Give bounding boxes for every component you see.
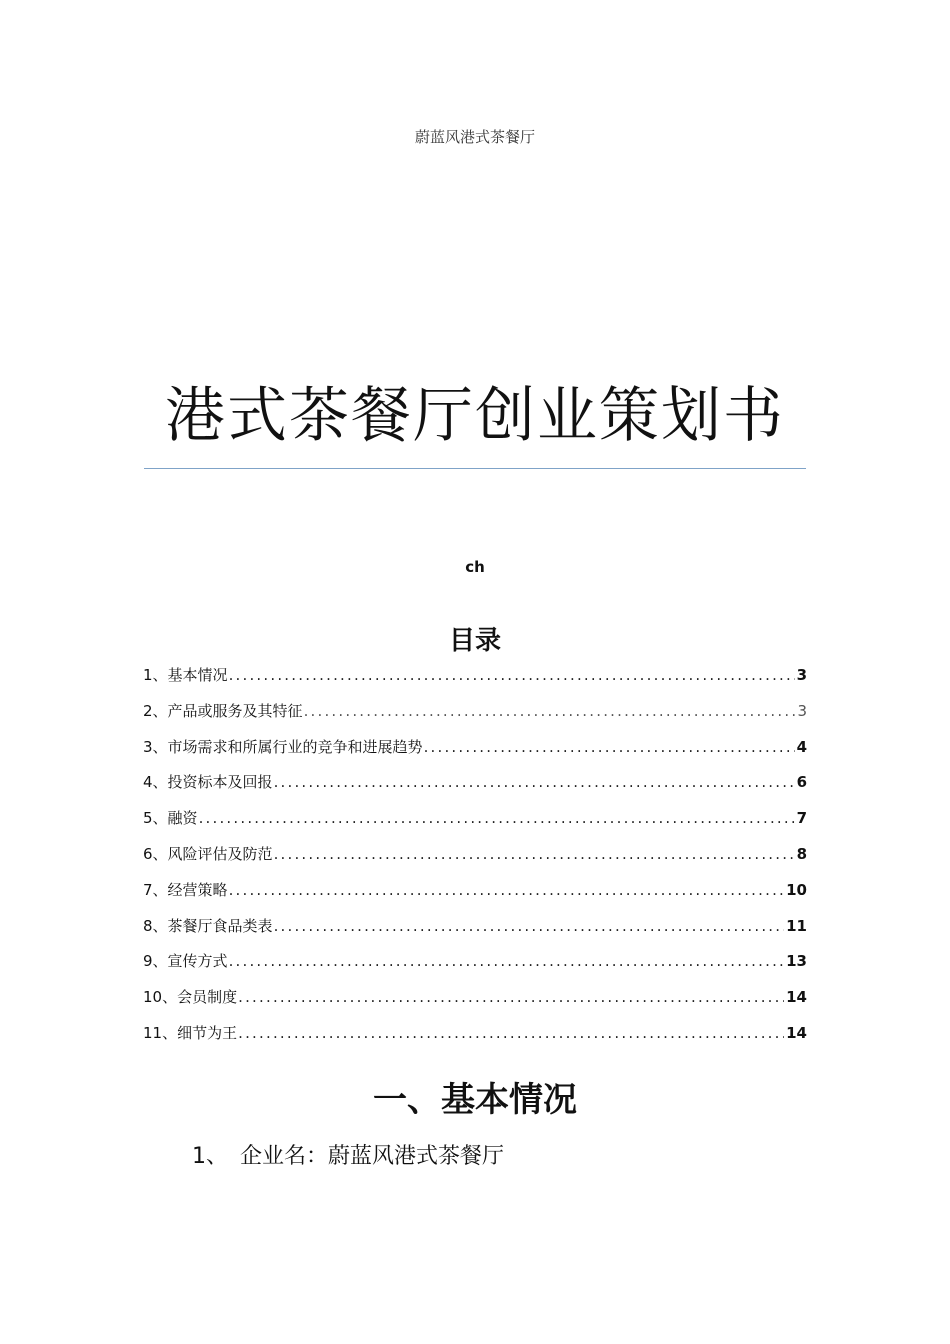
toc-entry[interactable] — [143, 662, 807, 698]
toc-entry-label: 宣传方式 — [167, 952, 228, 971]
toc-leader-dots — [273, 769, 795, 795]
toc-entry-page: 3 — [796, 666, 807, 684]
toc-entry-number: 11、 — [143, 1023, 178, 1042]
page-header: 蔚蓝风港式茶餐厅 — [414, 128, 535, 146]
toc-entry-label: 茶餐厅食品类表 — [167, 916, 273, 935]
toc-entry[interactable] — [143, 734, 807, 770]
toc-leader-dots — [228, 662, 795, 688]
toc-entry-page: 7 — [796, 809, 807, 828]
toc-leader-dots — [228, 877, 785, 903]
toc-entry-number: 4、 — [143, 773, 168, 792]
toc-leader-dots — [303, 698, 796, 724]
toc-entry-number: 8、 — [143, 916, 168, 935]
toc-leader-dots — [423, 734, 795, 760]
toc-entry[interactable] — [143, 698, 807, 734]
section-item — [192, 1139, 504, 1170]
toc-entry-label: 市场需求和所属行业的竞争和进展趋势 — [167, 737, 423, 756]
toc-entry-label: 投资标本及回报 — [167, 773, 273, 792]
toc-entry[interactable] — [143, 769, 807, 805]
toc-entry[interactable] — [143, 984, 807, 1020]
toc-entry[interactable] — [143, 841, 807, 877]
toc-entry[interactable] — [143, 877, 807, 913]
toc-entry-number: 6、 — [143, 844, 168, 863]
toc-entry-number: 5、 — [143, 809, 168, 828]
toc-leader-dots — [273, 841, 795, 867]
toc-entry[interactable] — [143, 948, 807, 984]
section-item-number: 1、 — [192, 1144, 228, 1169]
toc-entry-page: 8 — [796, 844, 807, 863]
document-subtitle: ch — [465, 558, 485, 576]
toc-entry-label: 融资 — [167, 809, 198, 828]
section-item-text: 企业名：蔚蓝风港式茶餐厅 — [240, 1144, 505, 1169]
toc-entry-page: 3 — [797, 701, 807, 720]
toc-entry-label: 风险评估及防范 — [167, 844, 273, 863]
toc-entry-number: 1、 — [143, 666, 168, 684]
toc-entry[interactable] — [143, 1020, 807, 1056]
toc-entry-label: 产品或服务及其特征 — [167, 701, 303, 720]
toc-leader-dots — [237, 984, 784, 1010]
toc-entry-page: 4 — [796, 737, 807, 756]
toc-entry[interactable] — [143, 805, 807, 841]
toc-entry-number: 7、 — [143, 880, 168, 899]
toc-leader-dots — [273, 913, 785, 939]
toc-entry-number: 9、 — [143, 952, 168, 971]
toc-heading: 目录 — [448, 626, 501, 656]
toc-leader-dots — [228, 948, 785, 974]
toc-entry-page: 6 — [796, 773, 807, 792]
toc-entry-page: 11 — [786, 916, 807, 935]
toc-entry-page: 14 — [786, 1023, 807, 1042]
toc-entry-number: 3、 — [143, 737, 168, 756]
document-title: 港式茶餐厅创业策划书 — [165, 381, 785, 451]
toc-entry-label: 会员制度 — [177, 988, 238, 1007]
toc-entry-label: 细节为王 — [177, 1023, 238, 1042]
toc-entry[interactable] — [143, 913, 807, 949]
title-divider — [144, 468, 806, 469]
toc-entry-number: 10、 — [143, 988, 178, 1007]
table-of-contents — [143, 662, 807, 1056]
toc-entry-label: 经营策略 — [167, 880, 228, 899]
toc-entry-page: 10 — [786, 880, 807, 899]
toc-leader-dots — [237, 1020, 784, 1046]
toc-entry-page: 13 — [786, 952, 807, 971]
toc-entry-number: 2、 — [143, 701, 168, 720]
toc-leader-dots — [198, 805, 795, 831]
section-heading: 一、基本情况 — [373, 1080, 577, 1120]
toc-entry-label: 基本情况 — [167, 666, 228, 684]
toc-entry-page: 14 — [786, 988, 807, 1007]
